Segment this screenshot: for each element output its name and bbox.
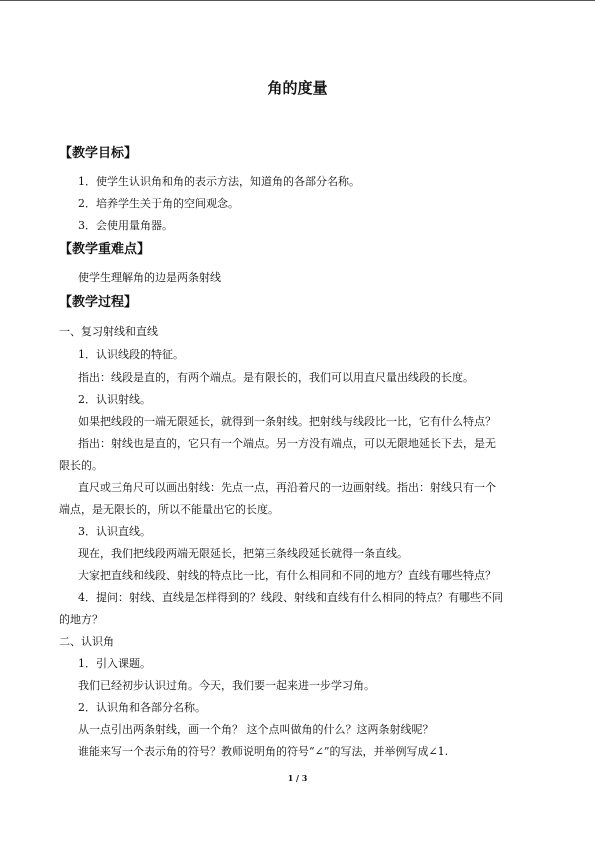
key-points-heading: 【教学重难点】 (59, 242, 151, 257)
section-heading-angles: 二、认识角 (59, 635, 114, 648)
process-line-continued: 限长的。 (59, 459, 103, 472)
process-line: 指出：线段是直的，有两个端点。是有限长的，我们可以用直尺量出线段的长度。 (78, 371, 474, 384)
goal-item: 3．会使用量角器。 (78, 219, 173, 232)
process-line: 2．认识角和各部分名称。 (78, 701, 206, 714)
process-line-continued: 端点，是无限长的，所以不能量出它的长度。 (59, 503, 279, 516)
document-title: 角的度量 (267, 79, 328, 97)
process-heading: 【教学过程】 (59, 295, 138, 310)
section-heading-review: 一、复习射线和直线 (59, 325, 158, 338)
process-line: 现在，我们把线段两端无限延长，把第三条线段延长就得一条直线。 (78, 547, 408, 560)
goal-item: 1．使学生认识角和角的表示方法，知道角的各部分名称。 (78, 175, 360, 188)
process-line: 1．认识线段的特征。 (78, 348, 184, 361)
top-border-rule (0, 0, 595, 1)
page-number: 1 / 3 (287, 773, 308, 783)
process-line: 4．提问：射线、直线是怎样得到的？线段、射线和直线有什么相同的特点？有哪些不同 (78, 591, 503, 604)
process-line: 如果把线段的一端无限延长，就得到一条射线。把射线与线段比一比，它有什么特点？ (78, 415, 496, 428)
process-line: 3．认识直线。 (78, 525, 151, 538)
goals-heading: 【教学目标】 (59, 146, 138, 161)
process-line-continued: 的地方？ (59, 613, 103, 626)
process-line: 谁能来写一个表示角的符号？教师说明角的符号“∠”的写法，并举例写成∠1. (78, 745, 449, 758)
process-line: 指出：射线也是直的，它只有一个端点。另一方没有端点，可以无限地延长下去，是无 (78, 437, 496, 450)
goal-item: 2．培养学生关于角的空间观念。 (78, 197, 239, 210)
process-line: 从一点引出两条射线，画一个角？ 这个点叫做角的什么？这两条射线呢？ (78, 723, 434, 736)
process-line: 我们已经初步认识过角。今天，我们要一起来进一步学习角。 (78, 679, 375, 692)
process-line: 大家把直线和线段、射线的特点比一比，有什么相同和不同的地方？直线有哪些特点？ (78, 569, 496, 582)
process-line: 1．引入课题。 (78, 657, 151, 670)
process-line: 2．认识射线。 (78, 393, 151, 406)
key-points-text: 使学生理解角的边是两条射线 (78, 271, 221, 284)
process-line: 直尺或三角尺可以画出射线：先点一点，再沿着尺的一边画射线。指出：射线只有一个 (78, 481, 496, 494)
